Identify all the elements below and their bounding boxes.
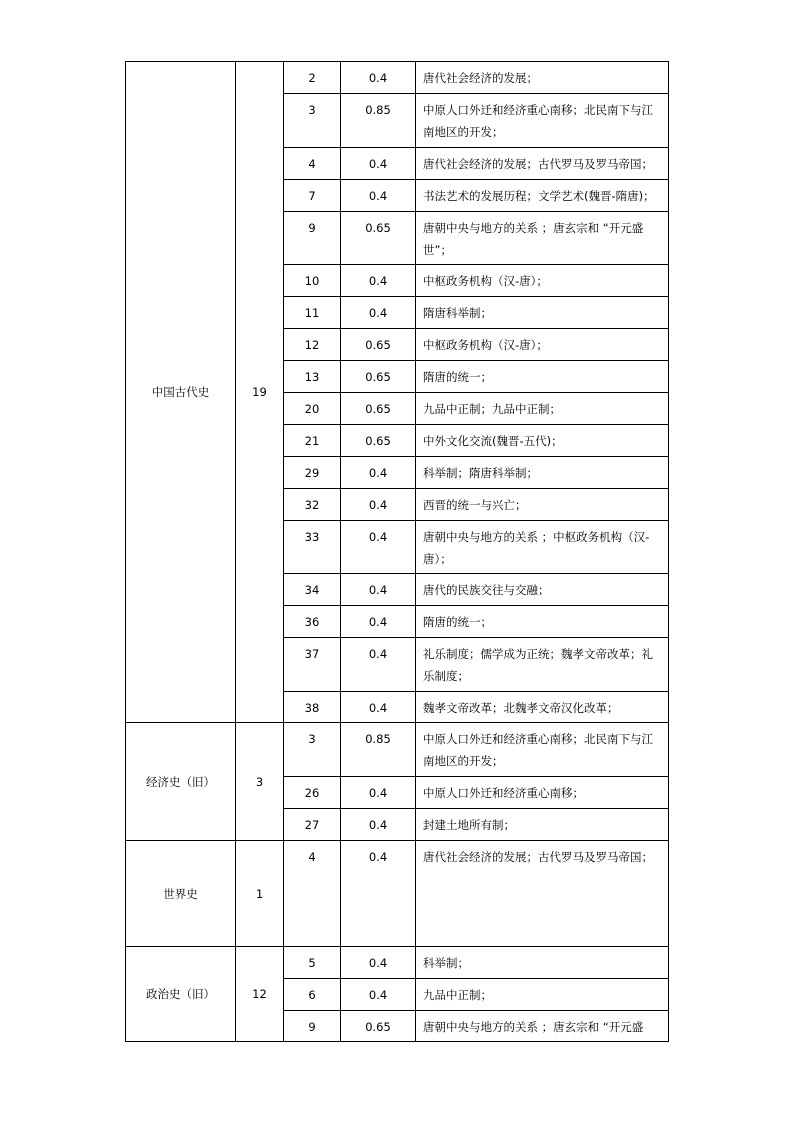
score-cell: 0.4 [341,457,416,489]
question-number-cell: 38 [284,692,341,723]
knowledge-point-cell: 中枢政务机构（汉-唐）； [416,329,669,361]
knowledge-point-cell: 中原人口外迁和经济重心南移； [416,777,669,809]
question-number-cell: 13 [284,361,341,393]
knowledge-point-cell: 隋唐科举制； [416,297,669,329]
knowledge-point-cell: 中原人口外迁和经济重心南移；北民南下与江南地区的开发； [416,94,669,148]
knowledge-point-cell: 隋唐的统一； [416,361,669,393]
score-cell: 0.4 [341,777,416,809]
knowledge-point-cell: 科举制；隋唐科举制； [416,457,669,489]
knowledge-point-cell: 唐朝中央与地方的关系 ；中枢政务机构（汉-唐）； [416,521,669,574]
score-cell: 0.4 [341,148,416,180]
knowledge-point-cell: 封建土地所有制； [416,809,669,841]
knowledge-point-cell: 唐代社会经济的发展；古代罗马及罗马帝国； [416,841,669,947]
knowledge-point-cell: 唐朝中央与地方的关系 ；唐玄宗和 “开元盛 [416,1011,669,1042]
knowledge-point-cell: 礼乐制度；儒学成为正统；魏孝文帝改革；礼乐制度； [416,638,669,692]
question-number-cell: 9 [284,212,341,265]
question-number-cell: 37 [284,638,341,692]
score-cell: 0.65 [341,1011,416,1042]
question-number-cell: 26 [284,777,341,809]
score-cell: 0.4 [341,841,416,947]
knowledge-point-cell: 唐代社会经济的发展；古代罗马及罗马帝国； [416,148,669,180]
score-cell: 0.65 [341,212,416,265]
score-cell: 0.4 [341,809,416,841]
question-number-cell: 11 [284,297,341,329]
question-number-cell: 33 [284,521,341,574]
count-cell: 19 [236,62,284,723]
question-number-cell: 27 [284,809,341,841]
category-cell: 世界史 [126,841,236,947]
question-number-cell: 6 [284,979,341,1011]
score-cell: 0.85 [341,94,416,148]
score-cell: 0.85 [341,723,416,777]
question-number-cell: 32 [284,489,341,521]
knowledge-point-cell: 科举制； [416,947,669,979]
score-cell: 0.4 [341,265,416,297]
category-cell: 经济史（旧） [126,723,236,841]
knowledge-point-table [125,61,669,1042]
knowledge-point-cell: 中外文化交流(魏晋-五代)； [416,425,669,457]
score-cell: 0.4 [341,947,416,979]
question-number-cell: 21 [284,425,341,457]
question-number-cell: 4 [284,148,341,180]
count-cell: 3 [236,723,284,841]
score-cell: 0.65 [341,393,416,425]
count-cell: 12 [236,947,284,1042]
score-cell: 0.65 [341,361,416,393]
question-number-cell: 4 [284,841,341,947]
knowledge-point-cell: 隋唐的统一； [416,606,669,638]
knowledge-point-cell: 中枢政务机构（汉-唐）； [416,265,669,297]
knowledge-point-cell: 唐代社会经济的发展； [416,62,669,94]
table-row [126,841,669,947]
category-cell: 政治史（旧） [126,947,236,1042]
score-cell: 0.4 [341,692,416,723]
knowledge-point-cell: 唐朝中央与地方的关系 ；唐玄宗和 “开元盛世”； [416,212,669,265]
question-number-cell: 9 [284,1011,341,1042]
knowledge-point-cell: 唐代的民族交往与交融； [416,574,669,606]
question-number-cell: 10 [284,265,341,297]
knowledge-point-cell: 九品中正制； [416,979,669,1011]
category-cell: 中国古代史 [126,62,236,723]
score-cell: 0.4 [341,979,416,1011]
table-row [126,62,669,94]
score-cell: 0.4 [341,180,416,212]
knowledge-point-cell: 魏孝文帝改革；北魏孝文帝汉化改革； [416,692,669,723]
table-row [126,947,669,979]
table-row [126,723,669,777]
question-number-cell: 5 [284,947,341,979]
question-number-cell: 36 [284,606,341,638]
table-body [126,62,669,1042]
question-number-cell: 3 [284,94,341,148]
score-cell: 0.4 [341,638,416,692]
count-cell: 1 [236,841,284,947]
score-cell: 0.65 [341,425,416,457]
question-number-cell: 3 [284,723,341,777]
knowledge-point-cell: 书法艺术的发展历程；文学艺术(魏晋-隋唐)； [416,180,669,212]
question-number-cell: 34 [284,574,341,606]
question-number-cell: 7 [284,180,341,212]
knowledge-point-cell: 九品中正制；九品中正制； [416,393,669,425]
question-number-cell: 29 [284,457,341,489]
score-cell: 0.4 [341,606,416,638]
question-number-cell: 20 [284,393,341,425]
score-cell: 0.4 [341,521,416,574]
score-cell: 0.4 [341,297,416,329]
score-cell: 0.4 [341,62,416,94]
score-cell: 0.65 [341,329,416,361]
question-number-cell: 2 [284,62,341,94]
knowledge-point-cell: 西晋的统一与兴亡； [416,489,669,521]
question-number-cell: 12 [284,329,341,361]
score-cell: 0.4 [341,489,416,521]
knowledge-point-cell: 中原人口外迁和经济重心南移；北民南下与江南地区的开发； [416,723,669,777]
score-cell: 0.4 [341,574,416,606]
